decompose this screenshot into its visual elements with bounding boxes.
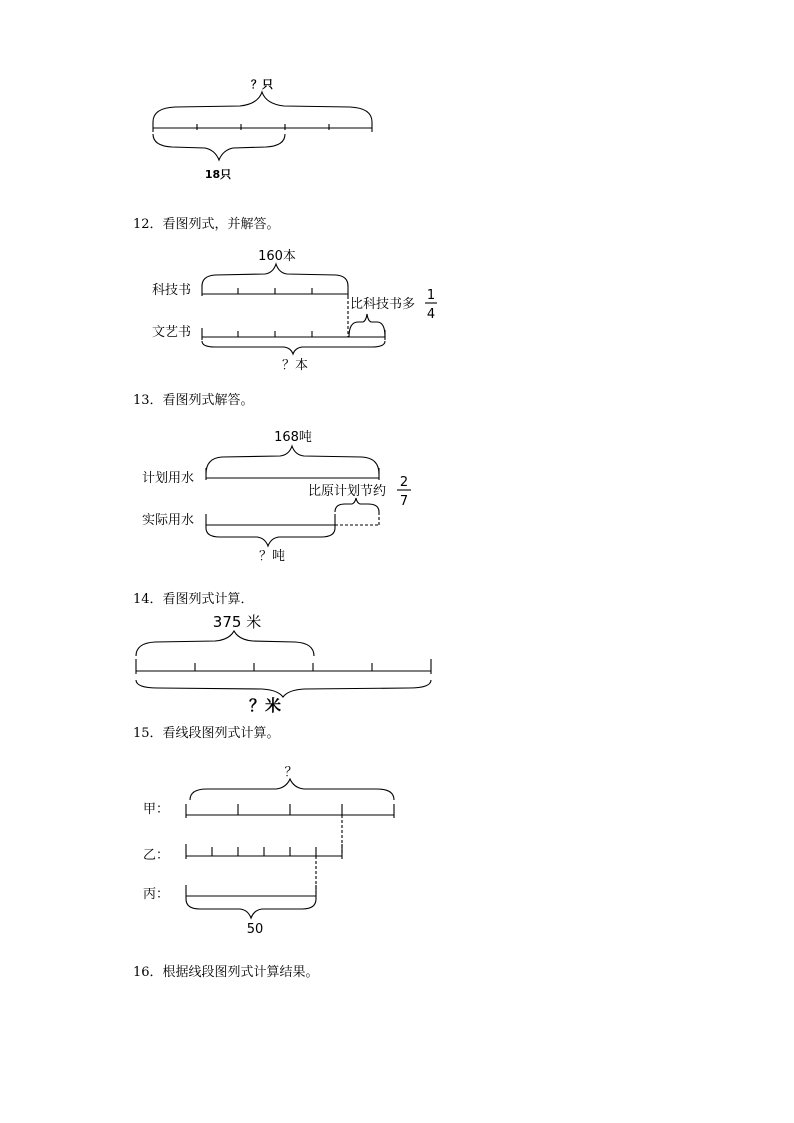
figure-13 xyxy=(142,430,411,564)
fig11-top-brace xyxy=(153,92,372,122)
fig13-row1-label: 计划用水 xyxy=(142,471,195,486)
fig15-top-brace xyxy=(190,779,394,800)
fig13-top-label: 168吨 xyxy=(274,430,312,445)
fig11-top-label: ？只 xyxy=(251,78,273,91)
figure-15 xyxy=(143,765,394,937)
figure-11 xyxy=(153,78,372,181)
fig12-top-label: 160本 xyxy=(258,249,296,264)
fig13-frac-den: 7 xyxy=(399,494,409,509)
fig15-row1-label: 甲： xyxy=(143,802,170,817)
figure-12 xyxy=(152,248,437,373)
fig12-row2-label: 文艺书 xyxy=(152,325,192,340)
fig15-top-label: ？ xyxy=(284,765,298,780)
question-16: 16．根据线段图列式计算结果。 xyxy=(133,965,319,980)
fig14-bottom-label: ？米 xyxy=(248,696,282,715)
fig11-bottom-brace xyxy=(153,134,285,160)
fig13-saving-brace xyxy=(335,498,379,512)
fig12-compare-text: 比科技书多 xyxy=(350,297,416,312)
fig13-bottom-label: ？吨 xyxy=(258,549,286,564)
figure-14 xyxy=(136,613,431,715)
fig12-bottom-brace xyxy=(202,341,385,354)
fig13-frac-num: 2 xyxy=(399,475,409,490)
fig14-top-label: 375 米 xyxy=(212,613,262,631)
fig13-compare-text: 比原计划节约 xyxy=(308,484,387,499)
fig13-top-brace xyxy=(206,446,379,474)
question-12: 12．看图列式，并解答。 xyxy=(133,217,280,232)
question-14: 14．看图列式计算． xyxy=(133,592,254,607)
fig14-bottom-brace xyxy=(136,680,431,697)
fig14-top-brace xyxy=(136,631,314,656)
fig12-extra-brace xyxy=(349,314,385,337)
question-13: 13．看图列式解答。 xyxy=(133,393,254,408)
question-15: 15．看线段图列式计算。 xyxy=(133,726,280,741)
fig12-row1-label: 科技书 xyxy=(152,283,192,298)
fig12-bottom-label: ？本 xyxy=(281,358,309,373)
fig12-top-brace xyxy=(202,264,348,286)
fig12-frac-den: 4 xyxy=(426,307,436,322)
fig15-bottom-brace xyxy=(186,899,316,918)
fig12-frac-num: 1 xyxy=(426,288,436,303)
fig15-row2-label: 乙： xyxy=(143,848,170,863)
fig15-row3-label: 丙： xyxy=(143,887,170,902)
fig13-bottom-brace xyxy=(206,528,335,546)
fig13-row2-label: 实际用水 xyxy=(142,513,195,528)
fig15-bottom-label: 50 xyxy=(246,922,264,937)
fig11-bottom-label: 18只 xyxy=(204,168,232,181)
